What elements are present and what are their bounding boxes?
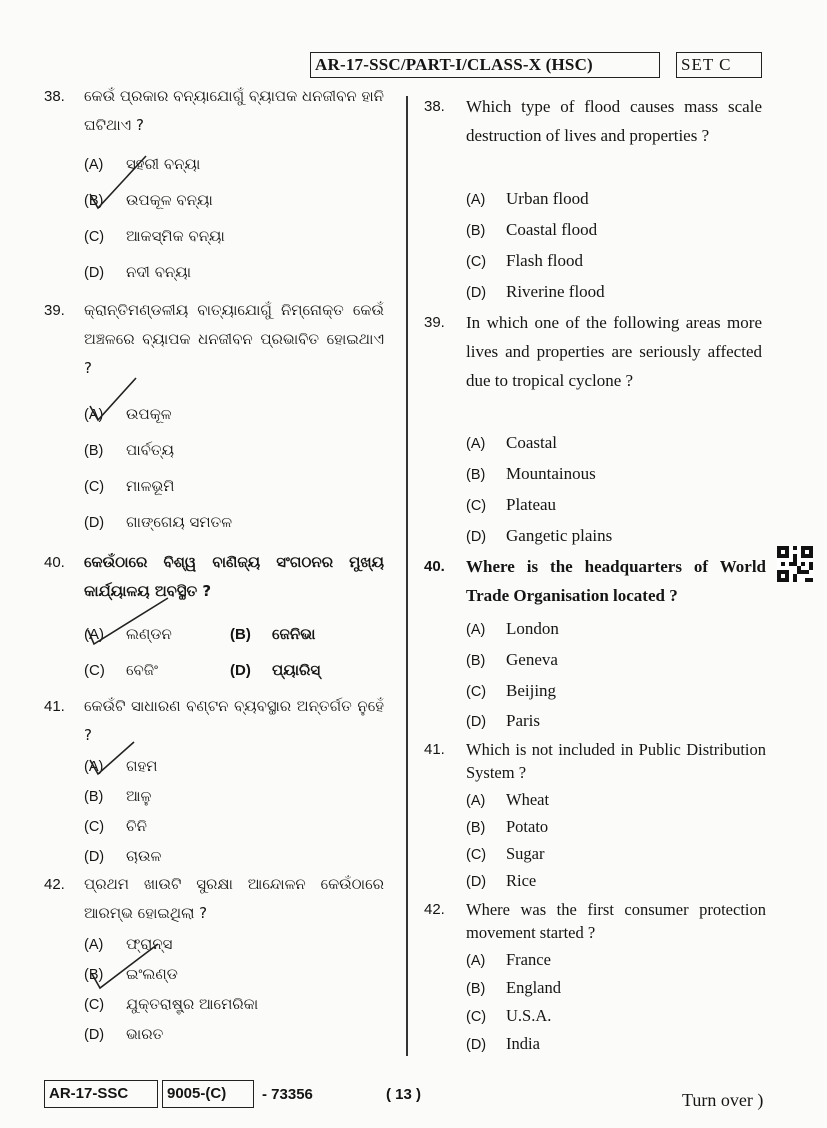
option-d: (D) ଚାଉଳ xyxy=(84,847,162,865)
option-a: (A) London xyxy=(466,619,559,638)
column-divider xyxy=(406,96,408,1056)
option-d: (D) Gangetic plains xyxy=(466,526,613,545)
question-text: କେଉଁଠାରେ ବିଶ୍ୱ ବାଣିଜ୍ୟ ସଂଗଠନର ମୁଖ୍ୟ କାର୍ଯ୍ୟାଳୟ ଅବସ୍ଥିତ ? xyxy=(84,553,384,600)
option-c: (C) ଆକସ୍ମିକ ବନ୍ୟା xyxy=(84,227,225,245)
qr-code-icon xyxy=(777,546,813,582)
option-c: (C) ମାଳଭୂମି xyxy=(84,477,175,495)
option-d: (D) Rice xyxy=(466,871,537,890)
question-text: Where is the headquarters of World Trade Organisation located ? xyxy=(466,557,766,605)
option-b: (B) ଉପକୂଳ ବନ୍ୟା xyxy=(84,191,213,209)
tick-mark-icon xyxy=(84,740,144,790)
option-a: (A) ଫ୍ରାନ୍ସ xyxy=(84,935,173,953)
option-b: (B) Coastal flood xyxy=(466,220,598,239)
question-text: Which type of flood causes mass scale destruction of lives and properties ? xyxy=(466,97,762,145)
question-number: 40. xyxy=(424,558,445,575)
set-label: SET C xyxy=(676,52,762,78)
option-a: (A) ସହରୀ ବନ୍ୟା xyxy=(84,155,201,173)
question-number: 38. xyxy=(424,98,445,115)
option-b: (B) Mountainous xyxy=(466,464,596,483)
page-number: ( 13 ) xyxy=(386,1086,422,1103)
tick-mark-icon xyxy=(84,374,144,424)
option-a: (A) ଗହମ xyxy=(84,757,158,775)
option-d: (D) India xyxy=(466,1034,540,1053)
option-d: (D) Riverine flood xyxy=(466,282,605,301)
turn-over-note: Turn over ) xyxy=(682,1090,764,1110)
question-number: 40. xyxy=(44,554,65,571)
question-text: Which is not included in Public Distribution System ? xyxy=(466,740,766,782)
question-number: 38. xyxy=(44,88,65,105)
option-b: (B) ଜେନିଭା xyxy=(230,625,316,643)
question-number: 41. xyxy=(44,698,65,715)
footer-paper-code: AR-17-SSC xyxy=(44,1080,158,1108)
option-c: (C) Plateau xyxy=(466,495,557,514)
option-d: (D) Paris xyxy=(466,711,540,730)
option-a: (A) Urban flood xyxy=(466,189,589,208)
option-c: (C) Beijing xyxy=(466,681,557,700)
question-number: 42. xyxy=(424,901,445,918)
option-row-cd xyxy=(84,656,321,685)
option-b: (B) ଇଂଲଣ୍ଡ xyxy=(84,965,178,983)
option-a: (A) Wheat xyxy=(466,790,550,809)
option-b: (B) Geneva xyxy=(466,650,558,669)
question-text: In which one of the following areas more lives and properties are seriously affected due to tropical cyclone ? xyxy=(466,313,762,390)
question-text: Where was the first consumer protection movement started ? xyxy=(466,900,766,942)
question-number: 39. xyxy=(424,314,445,331)
option-d: (D) ନଦୀ ବନ୍ୟା xyxy=(84,263,192,281)
question-number: 39. xyxy=(44,302,65,319)
option-a: (A) ଲଣ୍ଡନ xyxy=(84,625,172,643)
option-d: (D) ଗାଙ୍ଗେୟ ସମତଳ xyxy=(84,513,233,531)
question-number: 42. xyxy=(44,876,65,893)
option-a: (A) France xyxy=(466,950,551,969)
option-c: (C) ଚିନି xyxy=(84,817,148,835)
option-b: (B) ଆଳୁ xyxy=(84,787,152,805)
option-c: (C) ବେଜିଂ xyxy=(84,661,158,679)
option-d: (D) ଭାରତ xyxy=(84,1025,164,1043)
option-a: (A) Coastal xyxy=(466,433,557,452)
option-d: (D) ପ୍ୟାରିସ୍ xyxy=(230,661,321,679)
option-c: (C) Sugar xyxy=(466,844,545,863)
footer-series: 9005-(C) xyxy=(162,1080,254,1108)
option-a: (A) ଉପକୂଳ xyxy=(84,405,172,423)
question-text: ପ୍ରଥମ ଖାଉଟି ସୁରକ୍ଷା ଆନ୍ଦୋଳନ କେଉଁଠାରେ ଆରମ୍ଭ ହୋଇଥିଲା ? xyxy=(84,875,384,922)
option-c: (C) U.S.A. xyxy=(466,1006,552,1025)
option-c: (C) ଯୁକ୍ତରାଷ୍ଟ୍ର ଆମେରିକା xyxy=(84,995,259,1013)
option-b: (B) England xyxy=(466,978,561,997)
question-text: କେଉଁଟି ସାଧାରଣ ବଣ୍ଟନ ବ୍ୟବସ୍ଥାର ଅନ୍ତର୍ଗତ ନୁହେଁ ? xyxy=(84,697,384,744)
tick-mark-icon xyxy=(84,150,154,220)
question-text: କ୍ରାନ୍ତିମଣ୍ଡଳୀୟ ବାତ୍ୟାଯୋଗୁଁ ନିମ୍ନୋକ୍ତ କେଉଁ ଅଞ୍ଚଳରେ ବ୍ୟାପକ ଧନଜୀବନ ପ୍ରଭାବିତ ହୋଇଥାଏ ? xyxy=(84,301,384,377)
question-number: 41. xyxy=(424,741,445,758)
tick-mark-icon xyxy=(86,936,166,996)
option-b: (B) Potato xyxy=(466,817,549,836)
option-b: (B) ପାର୍ବତ୍ୟ xyxy=(84,441,174,459)
tick-mark-icon xyxy=(84,590,174,650)
question-text: କେଉଁ ପ୍ରକାର ବନ୍ୟାଯୋଗୁଁ ବ୍ୟାପକ ଧନଜୀବନ ହାନି ଘଟିଥାଏ ? xyxy=(84,87,384,134)
footer-serial: - 73356 xyxy=(262,1086,313,1103)
paper-code-title: AR-17-SSC/PART-I/CLASS-X (HSC) xyxy=(310,52,660,78)
option-c: (C) Flash flood xyxy=(466,251,583,270)
